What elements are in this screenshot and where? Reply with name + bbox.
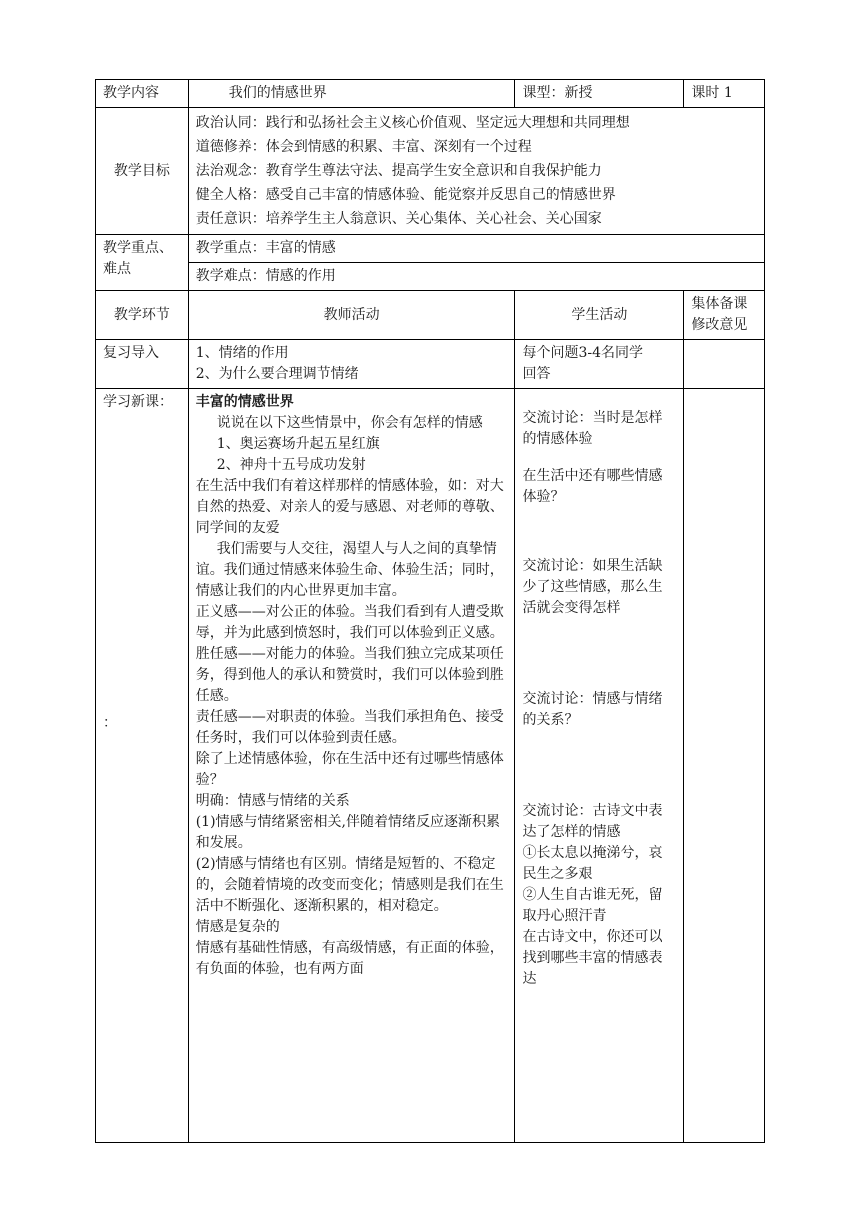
phase-header: 教学环节	[96, 291, 189, 340]
lesson-period: 课时 1	[684, 80, 765, 108]
new-lesson-phase: 学习新课：	[96, 389, 189, 1143]
student-header: 学生活动	[515, 291, 684, 340]
goals-list	[188, 108, 764, 235]
goal-item: 道德修养：体会到情感的积累、丰富、深刻有一个过程	[195, 139, 532, 155]
teaching-difficulty: 教学难点：情感的作用	[188, 263, 764, 291]
lesson-title: 我们的情感世界	[188, 80, 515, 108]
difficulty-row	[96, 263, 765, 291]
review-phase: 复习导入	[96, 340, 189, 389]
key-points-label: 教学重点、 难点	[96, 235, 189, 291]
section-heading: 丰富的情感世界	[195, 394, 294, 410]
review-row	[96, 340, 765, 389]
teaching-focus: 教学重点：丰富的情感	[188, 235, 764, 263]
header-row	[96, 80, 765, 108]
stray-colon: ：	[103, 715, 117, 731]
notes-header: 集体备课 修改意见	[684, 291, 765, 340]
new-lesson-row	[96, 389, 765, 1143]
review-notes	[684, 340, 765, 389]
review-student: 每个问题3-4名同学 回答	[515, 340, 684, 389]
goal-item: 法治观念：教育学生尊法守法、提高学生安全意识和自我保护能力	[195, 163, 602, 179]
goals-row	[96, 108, 765, 235]
teacher-header: 教师活动	[188, 291, 515, 340]
new-lesson-notes	[684, 389, 765, 1143]
new-lesson-teacher: 丰富的情感世界 说说在以下这些情景中，你会有怎样的情感 1、奥运赛场升起五星红旗 2、神舟十五号成功发射 在生活中我们有着这样那样的情感体验，如：对大自然的热爱、对亲人的爱与感恩、对老师的尊敬、同学间的友爱 我们需要与人交往，渴望人与人之间的真挚情谊。我们通过情感来体验生命、体验生活；同时，情感让我们的内心世界更加丰富。 正义感——对公正的体验。当我们看到有人遭受欺辱，并为此感到愤怒时，我们可以体验到正义感。 胜任感——对能力的体验。当我们独立完成某项任务，得到他人的承认和赞赏时，我们可以体验到胜任感。 责任感——对职责的体验。当我们承担角色、接受任务时，我们可以体验到责任感。 除了上述情感体验，你在生活中还有过哪些情感体验？ 明确：情感与情绪的关系 (1)情感与情绪紧密相关,伴随着情绪反应逐渐积累和发展。 (2)情感与情绪也有区别。情绪是短暂的、不稳定的，会随着情境的改变而变化；情感则是我们在生活中不断强化、逐渐积累的，相对稳定。 情感是复杂的 情感有基础性情感，有高级情感，有正面的体验，有负面的体验，也有两方面	[188, 389, 515, 1143]
lesson-plan-table	[95, 79, 765, 1143]
content-label: 教学内容	[96, 80, 189, 108]
goal-item: 责任意识：培养学生主人翁意识、关心集体、关心社会、关心国家	[195, 211, 602, 227]
lesson-type: 课型：新授	[515, 80, 684, 108]
goal-item: 健全人格：感受自己丰富的情感体验、能觉察并反思自己的情感世界	[195, 187, 616, 203]
goals-label: 教学目标	[96, 108, 189, 235]
key-points-row	[96, 235, 765, 263]
column-header-row	[96, 291, 765, 340]
goal-item: 政治认同：践行和弘扬社会主义核心价值观、坚定远大理想和共同理想	[195, 115, 630, 131]
review-teacher: 1、情绪的作用 2、为什么要合理调节情绪	[188, 340, 515, 389]
new-lesson-student: 交流讨论：当时是怎样的情感体验 在生活中还有哪些情感体验？ 交流讨论：如果生活缺少了这些情感，那么生活就会变得怎样 交流讨论：情感与情绪的关系？ 交流讨论：古诗文中表达了怎样的情感 ①长太息以掩涕兮，哀民生之多艰 ②人生自古谁无死，留取丹心照汗青 在古诗文中，你还可以找到哪些丰富的情感表达	[515, 389, 684, 1143]
